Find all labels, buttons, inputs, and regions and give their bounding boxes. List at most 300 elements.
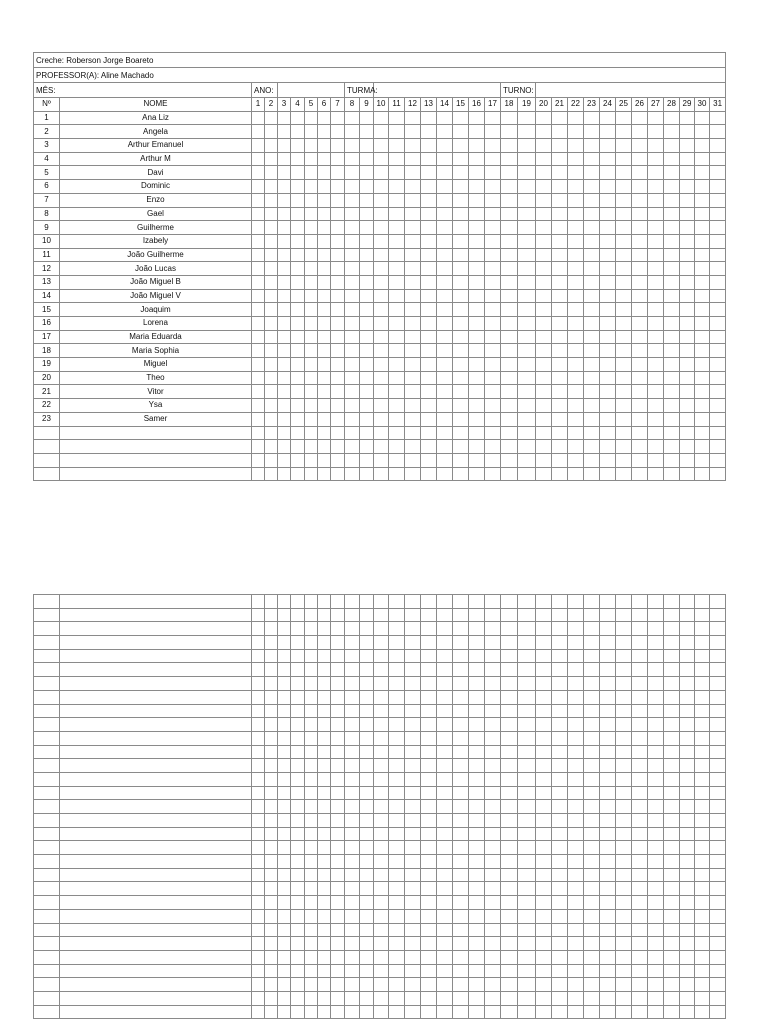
attendance-cell[interactable]	[252, 622, 265, 636]
attendance-cell[interactable]	[680, 690, 695, 704]
attendance-cell[interactable]	[374, 166, 389, 180]
attendance-cell[interactable]	[318, 608, 331, 622]
attendance-cell[interactable]	[453, 677, 469, 691]
attendance-cell[interactable]	[710, 608, 726, 622]
attendance-cell[interactable]	[389, 207, 405, 221]
attendance-cell[interactable]	[389, 412, 405, 426]
attendance-cell[interactable]	[360, 937, 374, 951]
attendance-cell[interactable]	[437, 841, 453, 855]
attendance-cell[interactable]	[501, 718, 518, 732]
attendance-cell[interactable]	[252, 731, 265, 745]
attendance-cell[interactable]	[536, 800, 552, 814]
attendance-cell[interactable]	[469, 180, 485, 194]
attendance-cell[interactable]	[318, 412, 331, 426]
attendance-cell[interactable]	[305, 937, 318, 951]
attendance-cell[interactable]	[453, 649, 469, 663]
attendance-cell[interactable]	[518, 841, 536, 855]
attendance-cell[interactable]	[616, 841, 632, 855]
attendance-cell[interactable]	[291, 467, 305, 481]
attendance-cell[interactable]	[278, 868, 291, 882]
attendance-cell[interactable]	[421, 248, 437, 262]
attendance-cell[interactable]	[278, 371, 291, 385]
attendance-cell[interactable]	[278, 636, 291, 650]
attendance-cell[interactable]	[453, 800, 469, 814]
attendance-cell[interactable]	[437, 937, 453, 951]
attendance-cell[interactable]	[695, 608, 710, 622]
attendance-cell[interactable]	[469, 950, 485, 964]
attendance-cell[interactable]	[345, 303, 360, 317]
attendance-cell[interactable]	[648, 786, 664, 800]
attendance-cell[interactable]	[437, 595, 453, 609]
attendance-cell[interactable]	[374, 608, 389, 622]
attendance-cell[interactable]	[360, 275, 374, 289]
attendance-cell[interactable]	[252, 262, 265, 276]
attendance-cell[interactable]	[252, 745, 265, 759]
attendance-cell[interactable]	[632, 827, 648, 841]
attendance-cell[interactable]	[389, 453, 405, 467]
attendance-cell[interactable]	[374, 978, 389, 992]
attendance-cell[interactable]	[345, 964, 360, 978]
attendance-cell[interactable]	[680, 275, 695, 289]
attendance-cell[interactable]	[374, 234, 389, 248]
attendance-cell[interactable]	[518, 275, 536, 289]
attendance-cell[interactable]	[469, 330, 485, 344]
attendance-cell[interactable]	[421, 166, 437, 180]
attendance-cell[interactable]	[536, 909, 552, 923]
attendance-cell[interactable]	[331, 649, 345, 663]
attendance-cell[interactable]	[552, 759, 568, 773]
attendance-cell[interactable]	[305, 111, 318, 125]
attendance-cell[interactable]	[536, 453, 552, 467]
attendance-cell[interactable]	[552, 426, 568, 440]
attendance-cell[interactable]	[695, 426, 710, 440]
attendance-cell[interactable]	[252, 937, 265, 951]
attendance-cell[interactable]	[600, 412, 616, 426]
attendance-cell[interactable]	[648, 841, 664, 855]
attendance-cell[interactable]	[345, 731, 360, 745]
attendance-cell[interactable]	[501, 467, 518, 481]
attendance-cell[interactable]	[278, 800, 291, 814]
attendance-cell[interactable]	[584, 882, 600, 896]
attendance-cell[interactable]	[518, 289, 536, 303]
attendance-cell[interactable]	[695, 275, 710, 289]
attendance-cell[interactable]	[518, 1005, 536, 1019]
attendance-cell[interactable]	[437, 731, 453, 745]
attendance-cell[interactable]	[632, 923, 648, 937]
attendance-cell[interactable]	[648, 690, 664, 704]
attendance-cell[interactable]	[437, 152, 453, 166]
attendance-cell[interactable]	[680, 745, 695, 759]
attendance-cell[interactable]	[664, 814, 680, 828]
attendance-cell[interactable]	[374, 923, 389, 937]
attendance-cell[interactable]	[501, 166, 518, 180]
attendance-cell[interactable]	[648, 868, 664, 882]
attendance-cell[interactable]	[664, 827, 680, 841]
attendance-cell[interactable]	[664, 275, 680, 289]
attendance-cell[interactable]	[437, 1005, 453, 1019]
attendance-cell[interactable]	[501, 704, 518, 718]
attendance-cell[interactable]	[291, 759, 305, 773]
attendance-cell[interactable]	[291, 440, 305, 454]
attendance-cell[interactable]	[485, 855, 501, 869]
attendance-cell[interactable]	[552, 827, 568, 841]
attendance-cell[interactable]	[252, 636, 265, 650]
attendance-cell[interactable]	[600, 868, 616, 882]
attendance-cell[interactable]	[405, 262, 421, 276]
attendance-cell[interactable]	[648, 800, 664, 814]
attendance-cell[interactable]	[616, 704, 632, 718]
attendance-cell[interactable]	[360, 841, 374, 855]
attendance-cell[interactable]	[648, 663, 664, 677]
attendance-cell[interactable]	[664, 718, 680, 732]
attendance-cell[interactable]	[389, 704, 405, 718]
attendance-cell[interactable]	[389, 868, 405, 882]
attendance-cell[interactable]	[360, 371, 374, 385]
attendance-cell[interactable]	[648, 303, 664, 317]
attendance-cell[interactable]	[405, 399, 421, 413]
attendance-cell[interactable]	[518, 882, 536, 896]
attendance-cell[interactable]	[632, 978, 648, 992]
attendance-cell[interactable]	[453, 426, 469, 440]
attendance-cell[interactable]	[345, 882, 360, 896]
attendance-cell[interactable]	[291, 731, 305, 745]
attendance-cell[interactable]	[437, 440, 453, 454]
attendance-cell[interactable]	[552, 248, 568, 262]
attendance-cell[interactable]	[680, 399, 695, 413]
attendance-cell[interactable]	[331, 152, 345, 166]
attendance-cell[interactable]	[345, 207, 360, 221]
attendance-cell[interactable]	[469, 772, 485, 786]
attendance-cell[interactable]	[453, 139, 469, 153]
attendance-cell[interactable]	[305, 690, 318, 704]
attendance-cell[interactable]	[265, 111, 278, 125]
attendance-cell[interactable]	[453, 690, 469, 704]
attendance-cell[interactable]	[345, 950, 360, 964]
attendance-cell[interactable]	[437, 248, 453, 262]
attendance-cell[interactable]	[680, 772, 695, 786]
attendance-cell[interactable]	[469, 193, 485, 207]
attendance-cell[interactable]	[632, 275, 648, 289]
attendance-cell[interactable]	[318, 207, 331, 221]
attendance-cell[interactable]	[469, 800, 485, 814]
attendance-cell[interactable]	[695, 412, 710, 426]
attendance-cell[interactable]	[252, 317, 265, 331]
attendance-cell[interactable]	[584, 745, 600, 759]
attendance-cell[interactable]	[501, 412, 518, 426]
attendance-cell[interactable]	[345, 344, 360, 358]
attendance-cell[interactable]	[453, 399, 469, 413]
attendance-cell[interactable]	[600, 399, 616, 413]
attendance-cell[interactable]	[331, 950, 345, 964]
attendance-cell[interactable]	[469, 786, 485, 800]
attendance-cell[interactable]	[552, 868, 568, 882]
attendance-cell[interactable]	[518, 358, 536, 372]
attendance-cell[interactable]	[305, 964, 318, 978]
attendance-cell[interactable]	[485, 207, 501, 221]
attendance-cell[interactable]	[318, 896, 331, 910]
attendance-cell[interactable]	[453, 841, 469, 855]
attendance-cell[interactable]	[405, 964, 421, 978]
attendance-cell[interactable]	[584, 371, 600, 385]
attendance-cell[interactable]	[501, 289, 518, 303]
attendance-cell[interactable]	[252, 207, 265, 221]
attendance-cell[interactable]	[291, 622, 305, 636]
attendance-cell[interactable]	[552, 139, 568, 153]
attendance-cell[interactable]	[664, 1005, 680, 1019]
attendance-cell[interactable]	[664, 317, 680, 331]
attendance-cell[interactable]	[600, 759, 616, 773]
attendance-cell[interactable]	[345, 704, 360, 718]
attendance-cell[interactable]	[278, 139, 291, 153]
attendance-cell[interactable]	[318, 289, 331, 303]
attendance-cell[interactable]	[405, 690, 421, 704]
attendance-cell[interactable]	[421, 125, 437, 139]
attendance-cell[interactable]	[680, 180, 695, 194]
attendance-cell[interactable]	[360, 262, 374, 276]
attendance-cell[interactable]	[453, 344, 469, 358]
attendance-cell[interactable]	[437, 317, 453, 331]
attendance-cell[interactable]	[695, 991, 710, 1005]
attendance-cell[interactable]	[389, 139, 405, 153]
attendance-cell[interactable]	[331, 718, 345, 732]
attendance-cell[interactable]	[345, 978, 360, 992]
attendance-cell[interactable]	[584, 166, 600, 180]
attendance-cell[interactable]	[710, 371, 726, 385]
attendance-cell[interactable]	[501, 358, 518, 372]
attendance-cell[interactable]	[501, 595, 518, 609]
attendance-cell[interactable]	[710, 152, 726, 166]
attendance-cell[interactable]	[584, 262, 600, 276]
attendance-cell[interactable]	[421, 855, 437, 869]
attendance-cell[interactable]	[568, 453, 584, 467]
attendance-cell[interactable]	[265, 608, 278, 622]
attendance-cell[interactable]	[485, 663, 501, 677]
attendance-cell[interactable]	[305, 166, 318, 180]
attendance-cell[interactable]	[584, 317, 600, 331]
attendance-cell[interactable]	[485, 950, 501, 964]
attendance-cell[interactable]	[453, 166, 469, 180]
attendance-cell[interactable]	[252, 608, 265, 622]
attendance-cell[interactable]	[600, 248, 616, 262]
attendance-cell[interactable]	[501, 344, 518, 358]
attendance-cell[interactable]	[437, 111, 453, 125]
attendance-cell[interactable]	[584, 412, 600, 426]
attendance-cell[interactable]	[501, 440, 518, 454]
attendance-cell[interactable]	[305, 248, 318, 262]
attendance-cell[interactable]	[265, 759, 278, 773]
attendance-cell[interactable]	[374, 991, 389, 1005]
attendance-cell[interactable]	[405, 330, 421, 344]
attendance-cell[interactable]	[664, 453, 680, 467]
attendance-cell[interactable]	[389, 745, 405, 759]
attendance-cell[interactable]	[485, 909, 501, 923]
attendance-cell[interactable]	[360, 923, 374, 937]
attendance-cell[interactable]	[405, 704, 421, 718]
attendance-cell[interactable]	[648, 731, 664, 745]
attendance-cell[interactable]	[600, 344, 616, 358]
attendance-cell[interactable]	[345, 180, 360, 194]
attendance-cell[interactable]	[568, 248, 584, 262]
attendance-cell[interactable]	[291, 855, 305, 869]
attendance-cell[interactable]	[648, 234, 664, 248]
attendance-cell[interactable]	[374, 786, 389, 800]
attendance-cell[interactable]	[318, 814, 331, 828]
attendance-cell[interactable]	[616, 745, 632, 759]
attendance-cell[interactable]	[453, 234, 469, 248]
attendance-cell[interactable]	[536, 704, 552, 718]
attendance-cell[interactable]	[469, 978, 485, 992]
attendance-cell[interactable]	[552, 841, 568, 855]
attendance-cell[interactable]	[265, 663, 278, 677]
attendance-cell[interactable]	[501, 896, 518, 910]
attendance-cell[interactable]	[616, 125, 632, 139]
attendance-cell[interactable]	[421, 399, 437, 413]
attendance-cell[interactable]	[405, 152, 421, 166]
attendance-cell[interactable]	[600, 426, 616, 440]
attendance-cell[interactable]	[389, 608, 405, 622]
attendance-cell[interactable]	[485, 1005, 501, 1019]
attendance-cell[interactable]	[568, 759, 584, 773]
attendance-cell[interactable]	[405, 923, 421, 937]
attendance-cell[interactable]	[374, 595, 389, 609]
attendance-cell[interactable]	[453, 896, 469, 910]
attendance-cell[interactable]	[437, 882, 453, 896]
attendance-cell[interactable]	[360, 234, 374, 248]
attendance-cell[interactable]	[680, 950, 695, 964]
attendance-cell[interactable]	[291, 950, 305, 964]
attendance-cell[interactable]	[421, 677, 437, 691]
attendance-cell[interactable]	[265, 704, 278, 718]
attendance-cell[interactable]	[568, 467, 584, 481]
attendance-cell[interactable]	[664, 303, 680, 317]
attendance-cell[interactable]	[374, 303, 389, 317]
attendance-cell[interactable]	[518, 371, 536, 385]
attendance-cell[interactable]	[437, 608, 453, 622]
attendance-cell[interactable]	[600, 690, 616, 704]
attendance-cell[interactable]	[600, 909, 616, 923]
attendance-cell[interactable]	[345, 759, 360, 773]
attendance-cell[interactable]	[616, 608, 632, 622]
attendance-cell[interactable]	[437, 923, 453, 937]
attendance-cell[interactable]	[616, 317, 632, 331]
attendance-cell[interactable]	[405, 855, 421, 869]
attendance-cell[interactable]	[584, 772, 600, 786]
attendance-cell[interactable]	[632, 440, 648, 454]
attendance-cell[interactable]	[584, 595, 600, 609]
attendance-cell[interactable]	[536, 371, 552, 385]
attendance-cell[interactable]	[437, 786, 453, 800]
attendance-cell[interactable]	[421, 704, 437, 718]
attendance-cell[interactable]	[421, 649, 437, 663]
attendance-cell[interactable]	[252, 978, 265, 992]
attendance-cell[interactable]	[278, 248, 291, 262]
attendance-cell[interactable]	[331, 139, 345, 153]
attendance-cell[interactable]	[648, 923, 664, 937]
attendance-cell[interactable]	[616, 896, 632, 910]
attendance-cell[interactable]	[345, 234, 360, 248]
attendance-cell[interactable]	[616, 882, 632, 896]
attendance-cell[interactable]	[632, 193, 648, 207]
attendance-cell[interactable]	[648, 772, 664, 786]
attendance-cell[interactable]	[437, 978, 453, 992]
attendance-cell[interactable]	[664, 622, 680, 636]
attendance-cell[interactable]	[453, 221, 469, 235]
attendance-cell[interactable]	[374, 289, 389, 303]
attendance-cell[interactable]	[291, 909, 305, 923]
attendance-cell[interactable]	[405, 677, 421, 691]
attendance-cell[interactable]	[518, 704, 536, 718]
attendance-cell[interactable]	[680, 440, 695, 454]
attendance-cell[interactable]	[536, 193, 552, 207]
attendance-cell[interactable]	[485, 649, 501, 663]
attendance-cell[interactable]	[318, 718, 331, 732]
attendance-cell[interactable]	[616, 152, 632, 166]
attendance-cell[interactable]	[632, 180, 648, 194]
attendance-cell[interactable]	[291, 595, 305, 609]
attendance-cell[interactable]	[278, 385, 291, 399]
attendance-cell[interactable]	[265, 303, 278, 317]
attendance-cell[interactable]	[345, 786, 360, 800]
attendance-cell[interactable]	[568, 303, 584, 317]
attendance-cell[interactable]	[648, 221, 664, 235]
attendance-cell[interactable]	[360, 745, 374, 759]
attendance-cell[interactable]	[291, 399, 305, 413]
attendance-cell[interactable]	[252, 595, 265, 609]
attendance-cell[interactable]	[421, 275, 437, 289]
attendance-cell[interactable]	[291, 344, 305, 358]
attendance-cell[interactable]	[680, 800, 695, 814]
attendance-cell[interactable]	[389, 622, 405, 636]
attendance-cell[interactable]	[360, 663, 374, 677]
attendance-cell[interactable]	[252, 440, 265, 454]
attendance-cell[interactable]	[421, 440, 437, 454]
attendance-cell[interactable]	[584, 193, 600, 207]
attendance-cell[interactable]	[568, 125, 584, 139]
attendance-cell[interactable]	[600, 289, 616, 303]
attendance-cell[interactable]	[278, 964, 291, 978]
attendance-cell[interactable]	[252, 690, 265, 704]
attendance-cell[interactable]	[437, 663, 453, 677]
attendance-cell[interactable]	[710, 453, 726, 467]
attendance-cell[interactable]	[710, 330, 726, 344]
attendance-cell[interactable]	[278, 152, 291, 166]
attendance-cell[interactable]	[710, 221, 726, 235]
attendance-cell[interactable]	[469, 289, 485, 303]
attendance-cell[interactable]	[265, 991, 278, 1005]
attendance-cell[interactable]	[695, 772, 710, 786]
attendance-cell[interactable]	[680, 426, 695, 440]
attendance-cell[interactable]	[374, 622, 389, 636]
attendance-cell[interactable]	[568, 677, 584, 691]
attendance-cell[interactable]	[518, 262, 536, 276]
attendance-cell[interactable]	[632, 855, 648, 869]
attendance-cell[interactable]	[291, 745, 305, 759]
attendance-cell[interactable]	[584, 909, 600, 923]
attendance-cell[interactable]	[453, 467, 469, 481]
attendance-cell[interactable]	[437, 385, 453, 399]
attendance-cell[interactable]	[600, 1005, 616, 1019]
attendance-cell[interactable]	[421, 412, 437, 426]
attendance-cell[interactable]	[680, 248, 695, 262]
attendance-cell[interactable]	[389, 234, 405, 248]
attendance-cell[interactable]	[600, 663, 616, 677]
attendance-cell[interactable]	[648, 207, 664, 221]
attendance-cell[interactable]	[421, 937, 437, 951]
attendance-cell[interactable]	[680, 193, 695, 207]
attendance-cell[interactable]	[632, 964, 648, 978]
attendance-cell[interactable]	[485, 772, 501, 786]
attendance-cell[interactable]	[568, 649, 584, 663]
